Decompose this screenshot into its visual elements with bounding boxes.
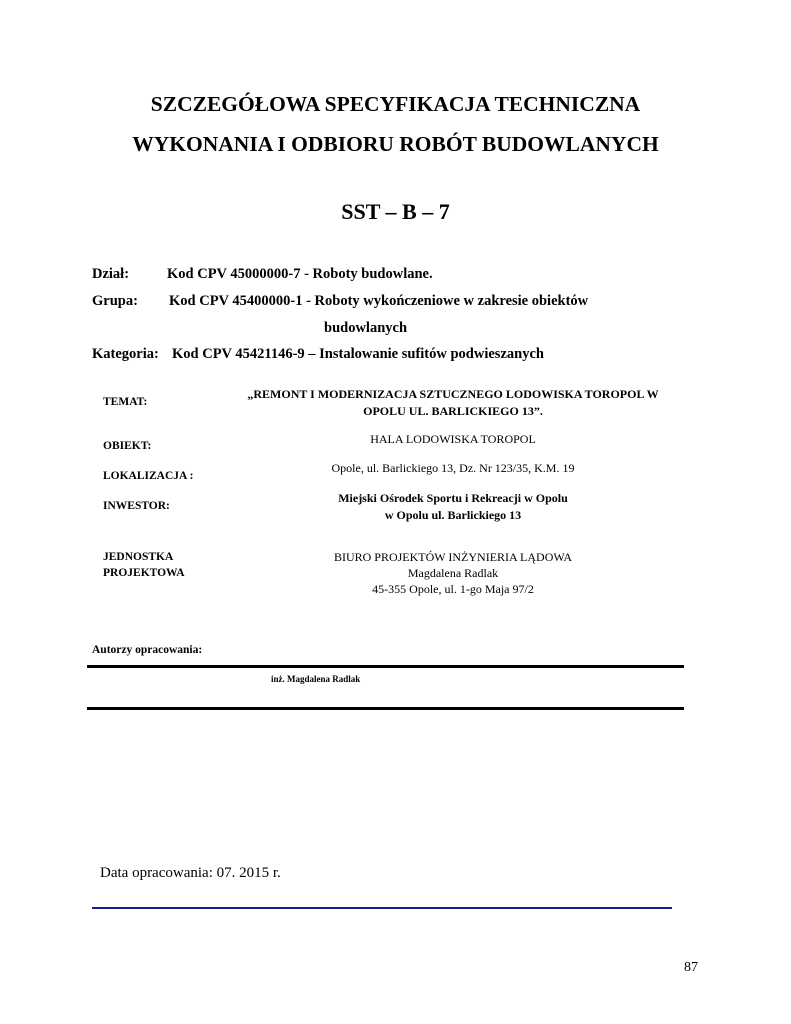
- jednostka-label-line1: JEDNOSTKA: [103, 551, 174, 563]
- jednostka-value-line1: BIURO PROJEKTÓW INŻYNIERIA LĄDOWA: [333, 550, 573, 564]
- authors-top-rule: [87, 665, 684, 668]
- inwestor-label: INWESTOR:: [103, 500, 170, 512]
- jednostka-value-line2: Magdalena Radlak: [407, 566, 499, 580]
- temat-value-line1: „REMONT I MODERNIZACJA SZTUCZNEGO LODOWISKA TOROPOL W: [247, 387, 659, 401]
- kategoria-label: Kategoria:: [92, 346, 159, 362]
- authors-bottom-rule: [87, 707, 684, 710]
- lokalizacja-value: Opole, ul. Barlickiego 13, Dz. Nr 123/35, K.M. 19: [331, 461, 575, 475]
- obiekt-value: HALA LODOWISKA TOROPOL: [370, 432, 536, 446]
- grupa-value-line2: budowlanych: [324, 320, 408, 336]
- document-title-line1: SZCZEGÓŁOWA SPECYFIKACJA TECHNICZNA: [150, 92, 641, 116]
- obiekt-label: OBIEKT:: [103, 440, 152, 452]
- author-name: inż. Magdalena Radlak: [271, 674, 361, 684]
- jednostka-label-line2: PROJEKTOWA: [103, 567, 185, 579]
- date-rule: [92, 907, 672, 909]
- date-of-preparation: Data opracowania: 07. 2015 r.: [100, 865, 281, 881]
- grupa-label: Grupa:: [92, 293, 138, 309]
- temat-value-line2: OPOLU UL. BARLICKIEGO 13”.: [363, 404, 543, 418]
- grupa-value-line1: Kod CPV 45400000-1 - Roboty wykończeniowe w zakresie obiektów: [169, 293, 589, 309]
- spec-code: SST – B – 7: [341, 199, 450, 224]
- authors-label: Autorzy opracowania:: [92, 644, 203, 656]
- page-number: 87: [684, 960, 698, 975]
- kategoria-value: Kod CPV 45421146-9 – Instalowanie sufitów podwieszanych: [172, 346, 544, 362]
- jednostka-value-line3: 45-355 Opole, ul. 1-go Maja 97/2: [372, 582, 534, 596]
- inwestor-value-line1: Miejski Ośrodek Sportu i Rekreacji w Opolu: [338, 491, 568, 505]
- temat-label: TEMAT:: [103, 396, 148, 408]
- dzial-label: Dział:: [92, 266, 130, 282]
- inwestor-value-line2: w Opolu ul. Barlickiego 13: [384, 508, 522, 522]
- document-title-line2: WYKONANIA I ODBIORU ROBÓT BUDOWLANYCH: [132, 132, 659, 156]
- lokalizacja-label: LOKALIZACJA :: [103, 470, 194, 482]
- dzial-value: Kod CPV 45000000-7 - Roboty budowlane.: [167, 266, 433, 282]
